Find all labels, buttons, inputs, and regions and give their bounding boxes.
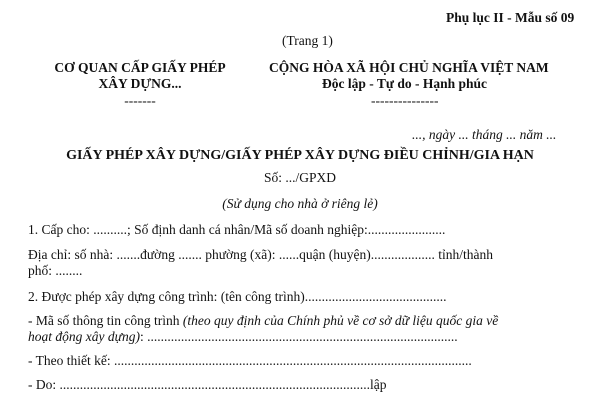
info-code-field-line2	[28, 329, 458, 345]
issued-to-field: 1. Cấp cho: ..........; Số định danh cá nhân/Mã số doanh nghiệp:.......................	[28, 222, 446, 237]
prepared-by-field: - Do: ............................................................................................lập	[28, 377, 387, 392]
info-code-blank: : ............................................................................................	[139, 329, 458, 344]
info-code-regulation-note: (theo quy định của Chính phủ về cơ sở dữ liệu quốc gia về	[182, 313, 499, 328]
document-title: GIẤY PHÉP XÂY DỰNG/GIẤY PHÉP XÂY DỰNG ĐIỀU CHỈNH/GIA HẠN	[66, 148, 534, 163]
nation-name: CỘNG HÒA XÃ HỘI CHỦ NGHĨA VIỆT NAM	[269, 60, 549, 75]
appendix-label: Phụ lục II - Mẫu số 09	[446, 10, 575, 25]
page-number: (Trang 1)	[282, 33, 333, 48]
issuing-agency-line1: CƠ QUAN CẤP GIẤY PHÉP	[54, 60, 226, 75]
info-code-label: - Mã số thông tin công trình	[28, 313, 183, 328]
issuing-agency-line2: XÂY DỰNG...	[98, 76, 182, 91]
address-field-line2: phố: ........	[28, 263, 83, 278]
usage-note: (Sử dụng cho nhà ở riêng lẻ)	[222, 196, 378, 211]
design-field: - Theo thiết kế: ..........................................................................................................	[28, 353, 472, 368]
nation-motto: Độc lập - Tự do - Hạnh phúc	[322, 76, 488, 91]
address-field-line1: Địa chỉ: số nhà: .......đường ....... phường (xã): ......quận (huyện)................... tỉnh/thành	[28, 247, 493, 262]
info-code-regulation-note-end: hoạt động xây dựng)	[28, 329, 140, 344]
document-date: ..., ngày ... tháng ... năm ...	[412, 127, 557, 142]
permit-number: Số: .../GPXD	[263, 170, 336, 185]
agency-underline: -------	[124, 93, 156, 108]
permitted-construction-field: 2. Được phép xây dựng công trình: (tên công trình)..........................................	[28, 289, 447, 304]
nation-underline: ---------------	[371, 93, 439, 108]
info-code-field-line1	[28, 313, 498, 329]
